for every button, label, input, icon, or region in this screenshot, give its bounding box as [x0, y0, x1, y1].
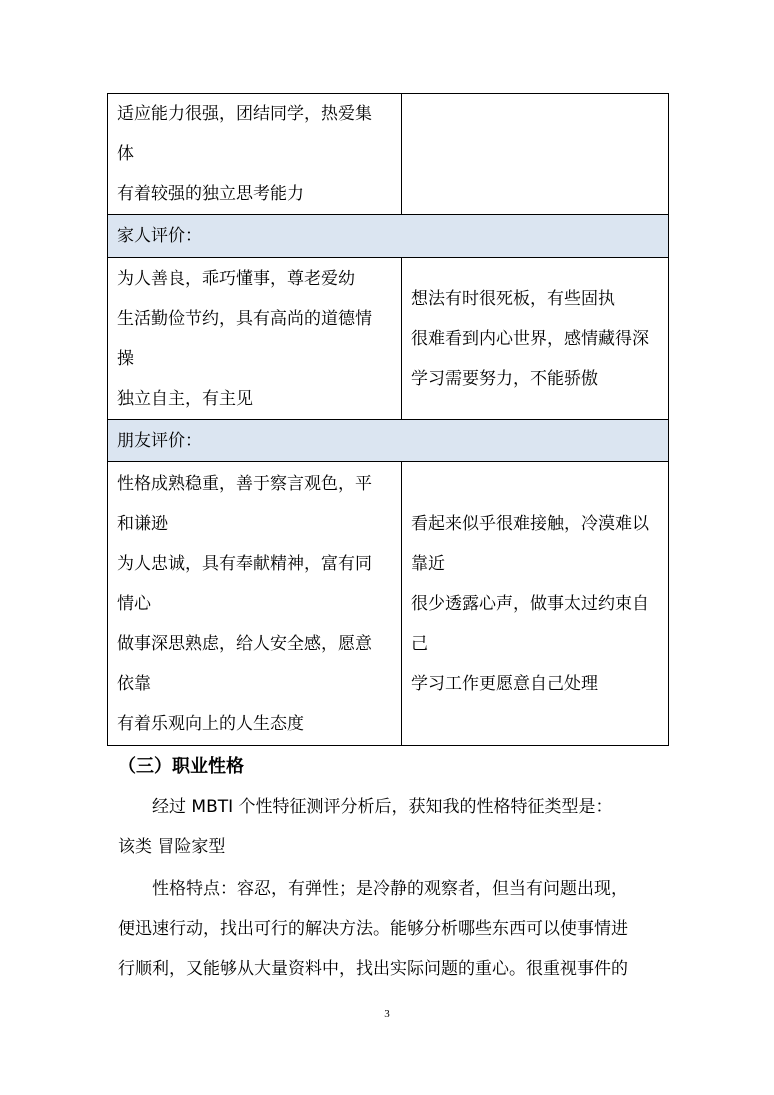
table-row-family [108, 258, 669, 420]
page-number: 3 [384, 1008, 390, 1020]
paragraph-line: 该类 冒险家型 [118, 837, 226, 857]
cell-line: 很难看到内心世界，感情藏得深 [411, 328, 649, 349]
cell-line: 有着乐观向上的人生态度 [117, 713, 304, 734]
traits-paragraph [118, 869, 663, 989]
paragraph-line: 经过 MBTI 个性特征测评分析后，获知我的性格特征类型是： [152, 797, 613, 817]
cell-line: 为人善良，乖巧懂事，尊老爱幼 [117, 268, 355, 289]
cell-line: 己 [411, 633, 428, 654]
mbti-paragraph [118, 787, 663, 867]
family-evaluation-header: 家人评价： [108, 215, 669, 258]
cell-line: 体 [117, 144, 134, 164]
table-row-top [108, 94, 669, 215]
cell-line: 学习需要努力，不能骄傲 [411, 368, 598, 389]
cell-line: 想法有时很死板，有些固执 [411, 288, 615, 309]
family-weaknesses-cell [402, 258, 669, 420]
cell-line: 生活勤俭节约，具有高尚的道德情 [117, 308, 372, 329]
cell-line: 看起来似乎很难接触，冷漠难以 [411, 513, 649, 534]
cell-line: 情心 [117, 593, 151, 614]
cell-line: 学习工作更愿意自己处理 [411, 673, 598, 694]
cell-line: 依靠 [117, 673, 151, 694]
top-right-cell [402, 94, 669, 215]
cell-line: 很少透露心声，做事太过约束自 [411, 593, 649, 614]
cell-line: 独立自主，有主见 [117, 388, 253, 409]
top-left-cell [108, 94, 402, 215]
paragraph-line: 便迅速行动，找出可行的解决方法。能够分析哪些东西可以使事情进 [118, 919, 628, 939]
friend-weaknesses-cell [402, 462, 669, 746]
family-strengths-cell [108, 258, 402, 420]
paragraph-line: 性格特点：容忍，有弹性；是冷静的观察者，但当有问题出现， [152, 879, 628, 899]
paragraph-line: 行顺利，又能够从大量资料中，找出实际问题的重心。很重视事件的 [118, 959, 628, 979]
cell-line: 性格成熟稳重，善于察言观色，平 [117, 473, 372, 494]
cell-line: 适应能力很强，团结同学，热爱集 [117, 104, 372, 124]
evaluation-table [107, 93, 669, 746]
cell-line: 为人忠诚，具有奉献精神，富有同 [117, 553, 372, 574]
cell-line: 靠近 [411, 553, 445, 574]
table-row-friend-header [108, 420, 669, 462]
friend-evaluation-header: 朋友评价： [108, 420, 669, 462]
cell-line: 操 [117, 348, 134, 369]
friend-strengths-cell [108, 462, 402, 746]
section-title: （三）职业性格 [118, 756, 244, 777]
table-row-friend [108, 462, 669, 746]
table-row-family-header [108, 215, 669, 258]
cell-line: 有着较强的独立思考能力 [117, 184, 304, 204]
cell-line: 和谦逊 [117, 513, 168, 534]
cell-line: 做事深思熟虑，给人安全感，愿意 [117, 633, 372, 654]
